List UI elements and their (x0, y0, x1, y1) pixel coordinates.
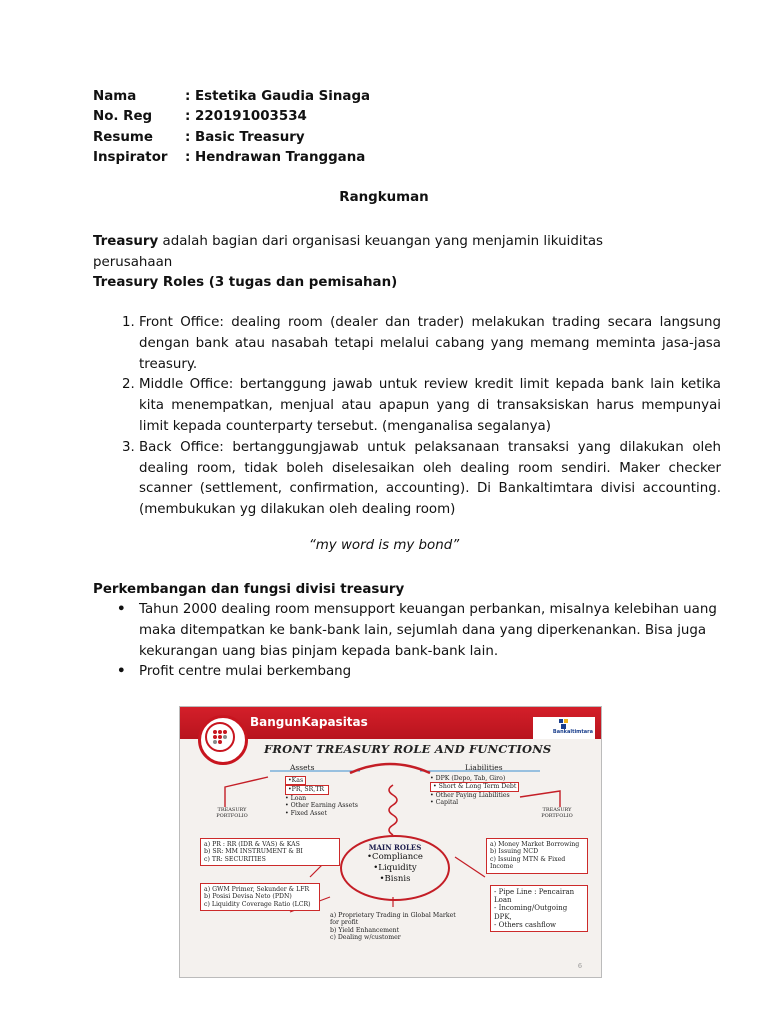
header-label: No. Reg (93, 109, 153, 124)
bottom-right-box (490, 885, 588, 932)
main-role-item: •Liquidity (373, 863, 417, 873)
header-row-inspirator (93, 148, 365, 168)
liability-item: • Capital (430, 799, 459, 807)
slide-page-number: 6 (578, 963, 582, 970)
main-roles-ellipse (340, 835, 450, 901)
header-value: : Estetika Gaudia Sinaga (185, 89, 371, 104)
main-role-item: •Bisnis (379, 874, 411, 884)
header-label: Resume (93, 130, 153, 145)
development-item: • Profit centre mulai berkembang (139, 662, 725, 683)
box-line: - Incoming/Outgoing DPK, (494, 904, 568, 921)
assets-list (285, 776, 358, 817)
intro-paragraph (93, 231, 675, 273)
box-line: a) PR : RR (IDR & VAS) & KAS (204, 841, 300, 848)
box-line: a) GWM Primer, Sekunder & LFR (204, 886, 310, 893)
intro-text: adalah bagian dari organisasi keuangan yang menjamin likuiditas perusahaan (93, 234, 604, 270)
header-label: Nama (93, 89, 137, 104)
summary-title: Rangkuman (339, 190, 429, 205)
assets-label: Assets (290, 763, 315, 772)
asset-item: • Loan (285, 794, 307, 802)
role-item-middle-office: 2. Middle Office: bertanggung jawab untuk review kredit limit kepada bank lain ketika kita menempatkan, menjual atau apapun yang di transaksiskan harus mempunyai limit kepada counterparty tersebut. (menganalisa segalanya) (139, 375, 721, 437)
box-line: b) Yield Enhancement (330, 926, 400, 934)
box-line: c) Issuing MTN & Fixed Income (490, 855, 566, 871)
slide-title: FRONT TREASURY ROLE AND FUNCTIONS (264, 742, 552, 756)
header-row-name (93, 87, 370, 107)
box-line: b) Issuing NCD (490, 848, 539, 856)
header-row-reg (93, 107, 307, 127)
main-role-item: •Compliance (367, 852, 423, 862)
liability-item: • Other Paying Liabilities (430, 791, 510, 799)
asset-item: • Fixed Asset (285, 809, 327, 817)
right-portfolio-box (486, 838, 588, 874)
box-line: - Pipe Line : Pencairan Loan (494, 888, 575, 905)
box-line: b) SR: MM INSTRUMENT & BI (204, 848, 303, 856)
liability-item-debt: • Short & Long Term Debt (430, 782, 519, 791)
header-value: : 220191003534 (185, 109, 307, 124)
box-line: c) Dealing w/customer (330, 934, 401, 942)
bottom-left-box (200, 883, 320, 911)
box-line: a) Proprietary Trading in Global Market for profit (330, 912, 456, 927)
box-line: - Others cashflow (494, 920, 557, 929)
role-item-front-office: 1. Front Office: dealing room (dealer dan trader) melakukan trading secara langsung dengan bank atau nasabah tetapi melalui cabang yang memang meminta jasa-jasa treasury. (139, 313, 721, 375)
box-line: a) Money Market Borrowing (490, 841, 580, 848)
header-value: : Hendrawan Tranggana (185, 150, 366, 165)
header-value: : Basic Treasury (185, 130, 305, 145)
treasury-slide-image (179, 706, 602, 978)
header-row-resume (93, 128, 305, 148)
left-portfolio-box (200, 838, 340, 866)
slide-brand: BangunKapasitas (250, 715, 368, 729)
asset-item-pr: •PR, SR,TR (285, 785, 329, 794)
main-roles-title: MAIN ROLES (368, 843, 422, 852)
box-line: b) Posisi Devisa Neto (PDN) (204, 893, 292, 901)
liabilities-list (430, 775, 519, 807)
roles-list (93, 313, 721, 521)
liability-item: • DPK (Depo, Tab, Giro) (430, 775, 506, 782)
quote: “my word is my bond” (308, 538, 460, 553)
asset-item: • Other Earning Assets (285, 802, 358, 810)
bank-logo-text: Bankaltimtara (552, 729, 593, 735)
development-list (93, 600, 725, 683)
intro-term: Treasury (93, 234, 159, 249)
role-item-back-office: 3. Back Office: bertanggungjawab untuk pelaksanaan transaksi yang dilakukan oleh dealing room, tidak boleh diselesaikan oleh dealing room sendiri. Maker checker scanner (settlement, confirmation, accounting). Di Bankaltimtara divisi accounting. (membukukan yg dilakukan oleh dealing room) (139, 438, 721, 521)
roles-heading: Treasury Roles (3 tugas dan pemisahan) (93, 275, 398, 290)
box-line: c) TR: SECURITIES (204, 855, 266, 863)
box-line: c) Liquidity Coverage Ratio (LCR) (204, 900, 311, 908)
development-item: • Tahun 2000 dealing room mensupport keuangan perbankan, misalnya kelebihan uang maka ditempatkan ke bank-bank lain, sejumlah dana yang diperkenankan. Bisa juga kekurangan uang bias pinjam kepada bank-bank lain. (139, 600, 725, 662)
treasury-portfolio-right: TREASURY PORTFOLIO (541, 807, 573, 819)
asset-item-kas: •Kas (285, 776, 306, 785)
bottom-middle-list (330, 912, 460, 942)
liabilities-label: Liabilities (465, 763, 503, 772)
treasury-portfolio-left: TREASURY PORTFOLIO (216, 807, 248, 819)
header-label: Inspirator (93, 150, 168, 165)
development-heading: Perkembangan dan fungsi divisi treasury (93, 582, 405, 597)
